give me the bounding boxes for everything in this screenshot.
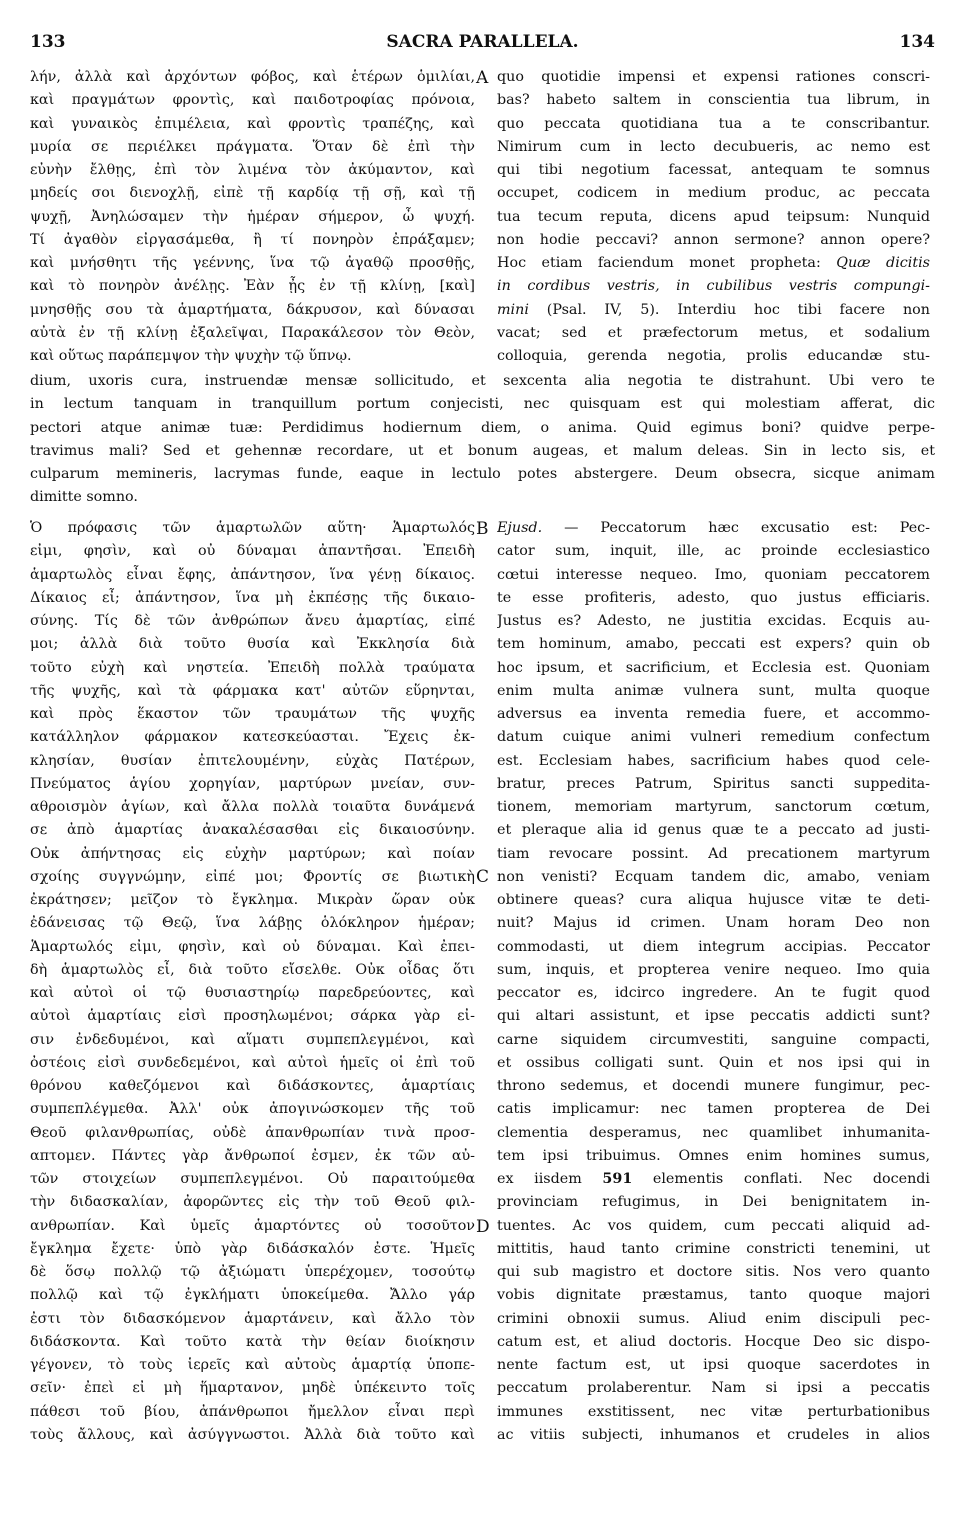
column-number: 591 (602, 1171, 633, 1187)
text-line: Πνεύματος ἁγίου χορηγίαν, μαρτύρων μνείαν, συν- (30, 775, 475, 792)
text-line: μυρία σε περιέλκει πράγματα. Ὅταν δὲ ἐπὶ τὴν (30, 138, 475, 155)
text-run: Peccatorum hæc excusatio est: Pec- (600, 520, 930, 536)
text-line: Δίκαιος εἶ; ἀπάντησον, ἵνα μὴ ἐκπέσῃς τῆς δικαιο- (30, 589, 475, 606)
text-line: ἐστι τὸν διδασκόμενον ἁμαρτάνειν, καὶ ἄλλο τὸν (30, 1310, 475, 1327)
latin-column-top (497, 66, 930, 368)
section-marker-b: B (476, 519, 489, 539)
text-line: commodasti, ut diem integrum accipias. Peccator (497, 938, 930, 955)
text-line: Θεοῦ φιλανθρωπίας, οὐδὲ ἀπανθρωπίαν τινὰ προσ- (30, 1124, 475, 1141)
full-width-paragraph (30, 370, 935, 510)
text-line: τὴν διδασκαλίαν, ἀφορῶντες εἰς τὴν τοῦ Θεοῦ φιλ- (30, 1194, 475, 1211)
em-dash: — (542, 520, 601, 536)
text-line: tem ipsi tribuimus. Omnes enim homines sumus, (497, 1147, 930, 1164)
text-line: ὀστέοις εἰσὶ συνδεδεμένοι, καὶ αὐτοὶ ἡμεῖς οἱ ἐπὶ τοῦ (30, 1054, 475, 1071)
text-line: immunes exstitissent, nec vitæ perturbationibus (497, 1403, 930, 1420)
text-line: καὶ γυναικὸς ἐπιμέλεια, καὶ φροντὶς τραπέζης, καὶ (30, 115, 475, 132)
text-line: bratur, preces Patrum, Spiritus sancti suppedita- (497, 775, 930, 792)
text-run: ex iisdem (497, 1171, 582, 1187)
text-line (497, 1168, 930, 1191)
text-line: qui tibi negotium facessat, antequam te somnus (497, 162, 930, 178)
text-line: throno sedemus, et docendi munere fungimur, pec- (497, 1078, 930, 1094)
text-line: obtinere queas? cura aliqua hujusce vitæ te deti- (497, 892, 930, 908)
text-line: ἐκράτησεν; μεῖζον τὸ ἔγκλημα. Μικρὰν ὥραν οὐκ (30, 892, 475, 908)
text-line: carne siquidem circumvestiti, sanguine compacti, (497, 1031, 930, 1048)
text-line: travimus mali? Sed et gehennæ recordare, ut et bonum augeas, et malum deleas. Sin in lecto sis, et (30, 442, 935, 459)
citation: (Psal. IV, 5). (546, 301, 660, 318)
text-line: qui sub magistro et doctore sitis. Nos vero quanto (497, 1264, 930, 1280)
text-line: διδάσκοντα. Καὶ τοῦτο κατὰ τὴν θείαν διοίκησιν (30, 1333, 475, 1350)
text-line: dium, uxoris cura, instruendæ mensæ sollicitudo, et sexcenta alia negotia te distrahunt. Ubi vero te (30, 373, 935, 389)
text-line: tem hominum, amabo, peccati est expers? quin ob (497, 636, 930, 653)
text-line (497, 275, 930, 298)
text-line: καὶ αὐτοὶ οἱ τῷ θυσιαστηρίῳ παρεδρεύοντες, καὶ (30, 985, 475, 1001)
text-line: datum cuique animi vulneri remedium confectum (497, 729, 930, 746)
section-marker-d: D (476, 1217, 490, 1237)
text-line: et pleraque alia id genus quæ te a peccato ad justi- (497, 822, 930, 839)
text-line: catum est, et aliud doctoris. Hocque Deo sic dispo- (497, 1333, 930, 1350)
text-line: πάθεσι τοῦ βίου, ἀπάνθρωποι ἤμελλον εἶναι περὶ (30, 1403, 475, 1420)
text-line: σύνης. Τίς δὲ τῶν ἀνθρώπων ἄνευ ἁμαρτίας, εἰπέ (30, 613, 475, 629)
text-line: nuit? Majus id crimen. Unam horam Deo non (497, 915, 930, 932)
text-line: αὐτοὶ ἁμαρτίαις εἰσὶ προσηλωμένοι; σάρκα γὰρ εἰ- (30, 1008, 475, 1025)
latin-column-bottom (497, 517, 930, 1447)
text-line: Τί ἀγαθὸν εἰργασάμεθα, ἢ τί πονηρὸν ἐπράξαμεν; (30, 231, 475, 248)
scripture-quote: mini (497, 301, 529, 318)
text-line: κατάλληλον φάρμακον κατεσκεύασται. Ἔχεις ἐκ- (30, 729, 475, 746)
text-line: σε ἀπὸ ἁμαρτίας ἀνακαλέσασθαι εἰς δικαιοσύνην. (30, 822, 475, 839)
text-line: dimitte somno. (30, 489, 138, 506)
text-line: πολλῷ καὶ τῷ ἐγκλήματι ὑποκείμεθα. Ἄλλο γάρ (30, 1287, 475, 1304)
text-line: απτομεν. Πάντες γὰρ ἄνθρωποί ἐσμεν, ἐκ τῶν αὐ- (30, 1147, 475, 1164)
text-line: Ὁ πρόφασις τῶν ἁμαρτωλῶν αὕτη· Ἁμαρτωλός (30, 520, 475, 536)
text-line: quo quotidie impensi et expensi rationes conscri- (497, 69, 930, 85)
text-line: ανθρωπίαν. Καὶ ὑμεῖς ἁμαρτόντες οὐ τοσοῦτον (30, 1217, 475, 1234)
text-line: γέγονεν, τὸ τοὺς ἱερεῖς καὶ αὐτοὺς ἁμαρτίᾳ ὑποπε- (30, 1357, 475, 1373)
text-line: bas? habeto saltem in conscientia tua librum, in (497, 92, 930, 109)
text-line (497, 252, 930, 275)
text-line: in lectum tanquam in tranquillum portum conjecisti, nec quisquam est qui molestiam afferat, dic (30, 396, 935, 413)
text-line: καὶ μνήσθητι τῆς γεέννης, ἵνα τῷ ἀγαθῷ προσθῇς, (30, 255, 475, 271)
text-line: τοῦτο εὐχὴ καὶ νηστεία. Ἐπειδὴ πολλὰ τραύματα (30, 659, 475, 676)
text-line: occupet, codicem in medium produc, ac peccata (497, 185, 930, 202)
text-run: Interdiu hoc tibi facere non (677, 301, 930, 318)
text-line: Ἁμαρτωλός εἰμι, φησὶν, καὶ οὐ δύναμαι. Καὶ ἐπει- (30, 938, 475, 955)
text-line: est. Ecclesiam habes, sacrificium habes quod cele- (497, 752, 930, 769)
running-header (30, 32, 935, 56)
text-line: hoc ipsum, et sacrificium, et Ecclesia est. Quoniam (497, 659, 930, 676)
text-line: sum, inquis, et propterea venire nequeo. Imo quia (497, 961, 930, 978)
text-line: et ossibus colligati sunt. Quin et nos ipsi qui in (497, 1054, 930, 1071)
text-line: ac vitiis subjecti, inhumanos et crudeles in alios (497, 1426, 930, 1443)
text-line: καὶ πρὸς ἕκαστον τῶν τραυμάτων τῆς ψυχῆς (30, 706, 475, 722)
text-line: ἁμαρτωλὸς εἶναι ἔφης, ἀπάντησον, ἵνα γένῃ δίκαιος. (30, 566, 475, 583)
page-number-right: 134 (899, 32, 935, 52)
text-line: tiam revocare possint. Ad precationem martyrum (497, 845, 930, 862)
running-title: SACRA PARALLELA. (386, 32, 579, 52)
text-line: Justus es? Adesto, ne justitia excidas. Ecquis au- (497, 613, 930, 629)
text-line: adversus ea inventa remedia fuere, et accommo- (497, 706, 930, 722)
text-line: δὴ ἁμαρτωλὸς εἶ, διὰ τοῦτο εἴσελθε. Οὐκ οἶδας ὅτι (30, 961, 475, 978)
text-line: σεῖν· ἐπεὶ εἰ μὴ ἥμαρτανον, μηδὲ ὑπέκειντο τοῖς (30, 1380, 475, 1397)
text-line: τῆς ψυχῆς, καὶ τὰ φάρμακα κατ' αὐτῶν εὕρηνται, (30, 682, 475, 699)
text-line: εὐνὴν ἔλθῃς, ἐπὶ τὸν λιμένα τὸν ἀκύμαντον, καὶ (30, 162, 475, 178)
text-line: enim multa animæ vulnera sunt, multa quoque (497, 682, 930, 699)
section-marker-a: A (476, 68, 489, 88)
text-line: culparum memineris, lacrymas funde, eaque in lectulo potes abstergere. Deum obsecra, sicque animam (30, 466, 935, 482)
text-line: colloquia, gerenda negotia, prolis educandæ stu- (497, 348, 930, 364)
scripture-quote: Quæ dicitis (836, 255, 930, 271)
text-line: συμπεπλέγμεθα. Ἀλλ' οὐκ ἀπογινώσκομεν τῆς τοῦ (30, 1101, 475, 1118)
text-line: provinciam refugimus, in Dei benignitatem in- (497, 1194, 930, 1211)
text-line: peccatum prolaberentur. Nam si ipsi a peccatis (497, 1380, 930, 1397)
text-line: cœtui interesse nequeo. Imo, quoniam peccatorem (497, 566, 930, 583)
text-line: εἰμι, φησὶν, καὶ οὐ δύναμαι ἀπαντῆσαι. Ἐπειδὴ (30, 543, 475, 560)
text-line: te esse profiteris, adesto, quo justus efficiaris. (497, 589, 930, 606)
section-marker-c: C (476, 867, 490, 887)
text-line: clementia desperamus, nec quamlibet inhumanita- (497, 1124, 930, 1141)
text-line: αθροισμὸν ἁγίων, καὶ ἄλλα πολλὰ τοιαῦτα δυνάμενά (30, 799, 475, 815)
greek-column-bottom (30, 517, 475, 1447)
text-line: σχοίης συγγνώμην, εἰπέ μοι; Φροντίς σε βιωτικὴ (30, 868, 475, 885)
text-line: μνησθῇς σου τὰ ἁμαρτήματα, δάκρυσον, καὶ δύνασαι (30, 301, 475, 318)
text-run: Hoc etiam faciendum monet propheta: (497, 255, 821, 271)
text-line: μοι; ἀλλὰ διὰ τοῦτο θυσία καὶ Ἐκκλησία διὰ (30, 636, 475, 653)
text-line: σιν ἐνδεδυμένοι, καὶ αἵματι συμπεπλεγμένοι, καὶ (30, 1031, 475, 1048)
text-line: mittitis, haud tanto crimine constricti tenemini, ut (497, 1240, 930, 1257)
greek-column-top (30, 66, 475, 368)
text-line: δὲ ὅσῳ πολλῷ τῷ ἀξιώματι ὑπερέχομεν, τοσούτῳ (30, 1264, 475, 1280)
text-line: vobis dignitate præstamus, tanto quoque majori (497, 1287, 930, 1304)
text-line: tua tecum reputa, dicens apud teipsum: Nunquid (497, 208, 930, 225)
text-line (497, 299, 930, 322)
text-line: ἔγκλημα ἔχετε· ὑπὸ γὰρ διδάσκαλόν ἐστε. Ἡμεῖς (30, 1240, 475, 1257)
text-line: τοὺς ἄλλους, καὶ ἀσύγγνωστοι. Ἀλλὰ διὰ τοῦτο καὶ (30, 1426, 475, 1443)
text-line: catis implicamur: nec tamen propterea de Dei (497, 1101, 930, 1118)
text-line: tionem, memoriam martyrum, sanctorum cœtum, (497, 799, 930, 815)
text-line: καὶ τὸ πονηρὸν ἀνέλῃς. Ἐὰν ᾖς ἐν τῇ κλίνῃ, [καὶ] (30, 278, 475, 295)
text-line: ψυχῇ, Ἀνηλώσαμεν τὴν ἡμέραν σήμερον, ὦ ψυχή. (30, 208, 475, 225)
text-line: pectori atque animæ tuæ: Perdidimus hodiernum diem, o anima. Quid egimus boni? quidve perpe- (30, 419, 935, 436)
text-line: non hodie peccavi? annon sermone? annon opere? (497, 231, 930, 248)
text-line: λήν, ἀλλὰ καὶ ἀρχόντων φόβος, καὶ ἑτέρων ὁμιλίαι, (30, 69, 475, 85)
text-line: nente factum est, ut ipsi quoque sacerdotes in (497, 1357, 930, 1373)
text-line: quo peccata quotidiana tua a te conscribantur. (497, 115, 930, 132)
page-number-left: 133 (30, 32, 66, 52)
text-line: crimini obnoxii sumus. Aliud enim discipuli pec- (497, 1310, 930, 1327)
text-line: μηδείς σοι διενοχλῇ, εἰπὲ τῇ καρδίᾳ τῇ σῇ, καὶ τῇ (30, 185, 475, 202)
text-line (497, 517, 930, 540)
text-line: κλησίαν, θυσίαν ἐπιτελουμένην, εὐχὰς Πατέρων, (30, 752, 475, 769)
text-line: cator sum, inquit, ille, ac proinde ecclesiastico (497, 543, 930, 560)
text-line: Οὐκ ἀπήντησας εἰς εὐχὴν μαρτύρων; καὶ ποίαν (30, 845, 475, 862)
text-line: tuentes. Ac vos quidem, cum peccati aliquid ad- (497, 1217, 930, 1234)
scripture-quote: in cordibus vestris, in cubilibus vestris compungi- (497, 278, 930, 295)
text-line: θρόνου καθεζόμενοι καὶ διδάσκοντες, ἁμαρτίαις (30, 1078, 475, 1094)
text-line: καὶ οὕτως παράπεμψον τὴν ψυχὴν τῷ ὕπνῳ. (30, 348, 352, 364)
text-line: peccator es, idcirco ingredere. An te fugit quod (497, 985, 930, 1001)
text-line: vacat; sed et præfectorum metus, et sodalium (497, 324, 930, 341)
text-line: ἐδάνεισας τῷ Θεῷ, ἵνα λάβῃς ὁλόκληρον ἡμέραν; (30, 915, 475, 932)
text-line: qui altari assistunt, et ipse peccatis addicti sunt? (497, 1008, 930, 1025)
text-line: τῶν στοιχείων συμπεπλεγμένοι. Οὐ παραιτούμεθα (30, 1171, 475, 1187)
source-attribution: Ejusd. (497, 520, 543, 536)
text-run: elementis conflati. Nec docendi (652, 1171, 930, 1187)
text-line: non venisti? Ecquam tandem dic, amabo, veniam (497, 868, 930, 885)
text-line: Nimirum cum in lecto decubueris, ac nemo est (497, 138, 930, 155)
text-line: αὐτὰ ἐν τῇ κλίνῃ ἐξαλεῖψαι, Παρακάλεσον τὸν Θεὸν, (30, 324, 475, 341)
text-line: καὶ πραγμάτων φροντὶς, καὶ παιδοτροφίας πρόνοια, (30, 92, 475, 109)
